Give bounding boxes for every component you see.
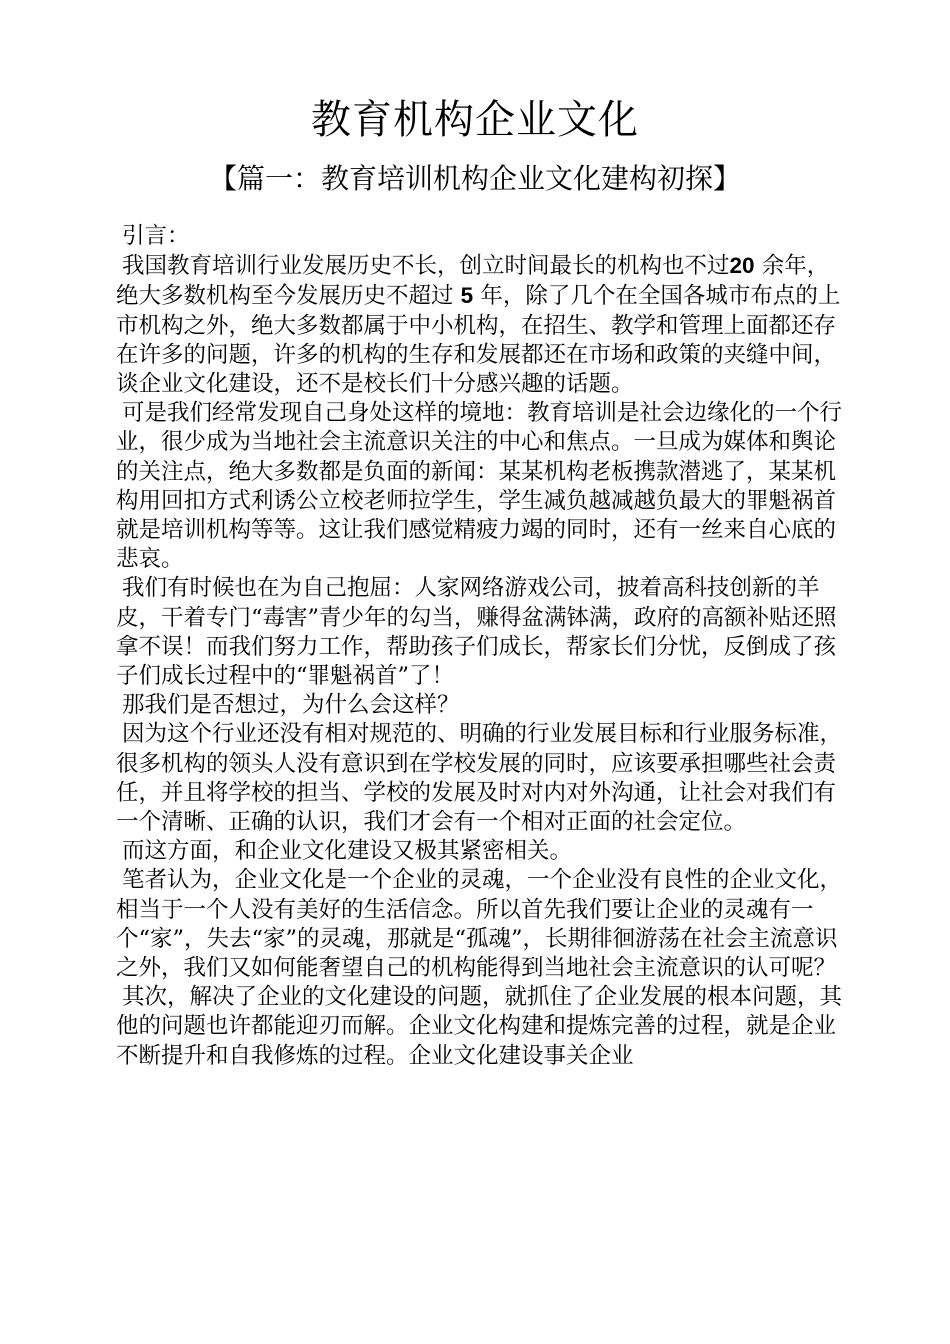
paragraph-1-number-20: 20	[729, 253, 755, 279]
paragraph-1-text-b: 余年，绝大多数机构至今发展历史不超过	[116, 253, 830, 310]
document-body	[116, 222, 846, 1071]
paragraph-5: 因为这个行业还没有相对规范的、明确的行业发展目标和行业服务标准，很多机构的领头人没有意识到在学校发展的同时，应该要承担哪些社会责任，并且将学校的担当、学校的发展及时对内对外沟通，让社会对我们有一个清晰、正确的认识，我们才会有一个相对正面的社会定位。	[116, 721, 843, 836]
intro-label: 引言：	[122, 223, 190, 249]
document-title: 教育机构企业文化	[311, 97, 639, 143]
paragraph-7: 笔者认为，企业文化是一个企业的灵魂，一个企业没有良性的企业文化，相当于一个人没有美好的生活信念。所以首先我们要让企业的灵魂有一个“家”，失去“家”的灵魂，那就是“孤魂”，长期徘徊游荡在社会主流意识之外，我们又如何能奢望自己的机构能得到当地社会主流意识的认可呢？	[116, 867, 843, 982]
paragraph-4: 那我们是否想过，为什么会这样？	[122, 692, 460, 719]
paragraph-1	[116, 251, 846, 399]
document-subtitle: 【篇一：教育培训机构企业文化建构初探】	[208, 162, 741, 195]
paragraph-3: 我们有时候也在为自己抱屈：人家网络游戏公司，披着高科技创新的羊皮，干着专门“毒害”青少年的勾当，赚得盆满钵满，政府的高额补贴还照拿不误！而我们努力工作，帮助孩子们成长，帮家长们分忧，反倒成了孩子们成长过程中的“罪魁祸首”了！	[116, 575, 837, 690]
paragraph-1-text-c: 年，除了几个在全国各城市布点的上市机构之外，绝大多数都属于中小机构，在招生、教学和管理上面都还存在许多的问题，许多的机构的生存和发展都还在市场和政策的夹缝中间，谈企业文化建设，还不是校长们十分感兴趣的话题。	[116, 283, 841, 398]
paragraph-2: 可是我们经常发现自己身处这样的境地：教育培训是社会边缘化的一个行业，很少成为当地社会主流意识关注的中心和焦点。一旦成为媒体和舆论的关注点，绝大多数都是负面的新闻：某某机构老板携款潜逃了，某某机构用回扣方式利诱公立校老师拉学生，学生减负越减越负最大的罪魁祸首就是培训机构等等。这让我们感觉精疲力竭的同时，还有一丝来自心底的悲哀。	[116, 400, 843, 573]
paragraph-1-number-5: 5	[460, 283, 474, 309]
paragraph-6: 而这方面，和企业文化建设又极其紧密相关。	[122, 838, 573, 865]
paragraph-1-text-a: 我国教育培训行业发展历史不长，创立时间最长的机构也不过	[122, 253, 730, 280]
paragraph-8: 其次，解决了企业的文化建设的问题，就抓住了企业发展的根本问题，其他的问题也许都能迎刃而解。企业文化构建和提炼完善的过程，就是企业不断提升和自我修炼的过程。企业文化建设事关企业	[116, 984, 843, 1069]
